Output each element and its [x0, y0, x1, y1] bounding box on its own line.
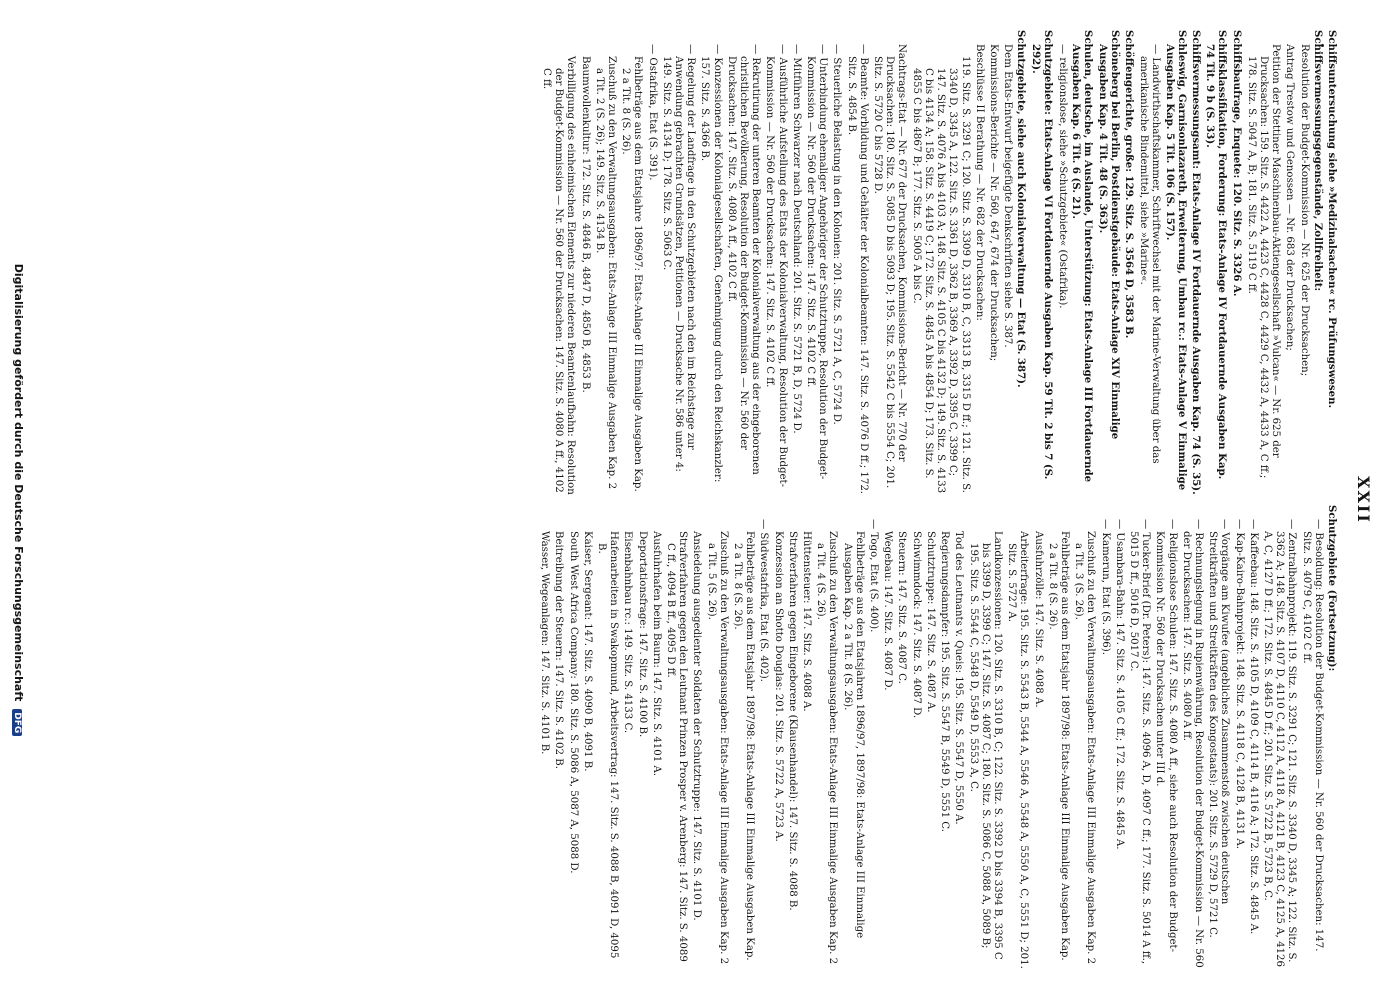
index-entry: Schutztruppe: 147. Sitz. S. 4087 A. [924, 531, 936, 713]
index-column-left [538, 30, 1339, 495]
index-entry: 119. Sitz. S. 3291 C; 120. Sitz. S. 3309 D, 3310 B, C, 3313 B, 3315 D ff.; 121. Sitz. S. 3340 D, 3345 A, 122. Sitz. S. 3361 D, 3362 B, 3369 A, 3392 D, 3395 C, 3399 C; 147. Sitz. S. 4076 A bis 4103 A; 148. Sitz. S. 4105 C bis 4132 D; 149. Sitz. S. 4133 C bis 4134 A; 158. Sitz. S. 4419 C; 172. Sitz. S. 4845 A bis 4854 D; 173. Sitz. S. 4855 C bis 4867 B; 177. Sitz. S. 5005 A bis C. [910, 56, 971, 494]
index-entry: — Vorgänge am Kiwufee (angebliches Zusammenstoß zwischen deutschen Streitkräften und Streitkräften des Kongostaats): 201. Sitz. S. 5729 D, 5721 C. [1207, 519, 1231, 938]
index-entry: — Konzessionen der Kolonialgesellschaften, Genehmigung durch den Reichskanzler: 157. Sitz. S. 4366 B. [699, 44, 723, 483]
index-entry: Schöffengerichte, große: 129. Sitz. S. 3564 D, 3583 B. [1122, 30, 1135, 339]
index-entry: Strafverfahren gegen den Leutnant Prinzen Prosper v. Arenberg: 147. Sitz. S. 4089 C ff., 4094 B ff., 4095 D ff. [665, 531, 689, 962]
index-entry: Kommissions-Berichte — Nr. 560, 647, 674 der Drucksachen; [987, 44, 999, 362]
index-entry: — Südwestafrika, Etat (S. 402). [758, 519, 770, 682]
index-entry: Konzession an Shotto Douglas: 201. Sitz. S. 5722 A, 5723 A. [772, 531, 784, 842]
index-entry: Steuern: 147. Sitz. S. 4087 C. [896, 531, 908, 684]
index-entry: South West Africa Company: 180. Sitz. S. 5086 A, 5087 A, 5088 D. [567, 531, 579, 874]
index-entry: — Mitführen Schwarzer nach Deutschland: 201. Sitz. S. 5721 B, D, 5724 D. [790, 44, 802, 434]
index-entry: Ausfuhrzölle: 147. Sitz. S. 4088 A. [1032, 531, 1044, 708]
index-entry: — Ausführliche Aufstellung des Etats der Kolonialverwaltung, Resolution der Budget-Kommission — Nr. 560 der Drucksachen: 147. Sitz. S. 4102 C ff. [764, 44, 788, 488]
index-entry: — Landwirthschaftskammer, Schriftwechsel mit der Marine-Verwaltung über das amerikanische Bindemittel, siehe »Marine«. [1138, 44, 1162, 464]
index-entry: Wasser, Wegeanlagen: 147. Sitz. S. 4101 B. [539, 531, 551, 755]
dfg-logo: DFG [12, 709, 22, 736]
index-entry: Ansiedelung ausgedienter Soldaten der Schutztruppe: 147. Sitz. S. 4101 D. [691, 531, 703, 921]
index-entry: — Kamerun, Etat (S. 396). [1099, 519, 1111, 655]
index-entry: — Togo, Etat (S. 400). [868, 519, 880, 633]
index-entry: — Tucker-Brief (Dr. Peters): 147. Sitz. S. 4096 A, D, 4097 C ff.; 177. Sitz. S. 5014 A ff., 5015 D ff., 5016 D, 5017 C. [1127, 519, 1152, 965]
index-entry: Arbeiterfrage: 195. Sitz. S. 5543 B, 5544 A, 5546 A, 5548 A, 5550 A, C, 5551 D; 201. Sitz. S. 5727 A. [1006, 531, 1030, 969]
index-entry: — Rekrutirung der unteren Beamten der Kolonialverwaltung aus der eingeborenen christlichen Bevölkerung, Resolution der Budget-Kommission — Nr. 560 der Drucksachen: 147. Sitz. S. 4080 A ff., 4102 C ff. [725, 44, 762, 475]
digitization-footer [12, 0, 25, 1000]
index-entry: — Steuerliche Belastung in den Kolonien: 201. Sitz. S. 5721 A, C, 5724 D. [831, 44, 843, 425]
index-entry: Tod des Leutnants v. Queis: 195. Sitz. S. 5547 D, 5550 A. [953, 531, 965, 825]
index-entry: — religionslose, siehe »Schutzgebiete« (Ostafrika). [1056, 44, 1068, 309]
index-entry: Zuschuß zu den Verwaltungsausgaben: Etats-Anlage III Einmalige Ausgaben Kap. 2 a Tit. 3 (S. 26). [1073, 531, 1097, 965]
index-entry: — Besoldung: Resolution der Budget-Kommission — Nr. 560 der Drucksachen: 147. Sitz. S. 4079 C, 4102 C ff. [1300, 519, 1324, 952]
footer-text: Digitalisierung gefördert durch die Deutsche Forschungsgemeinschaft [12, 263, 25, 702]
index-entry: — Kap-Kairo-Bahnprojekt: 148. Sitz. S. 4118 C, 4128 B, 4131 A. [1233, 519, 1245, 849]
index-entry: Schutzgebiete (Fortsetzung): [1326, 505, 1338, 672]
index-entry: Fehlbeträge aus dem Etatsjahr 1897/98: Etats-Anlage III Einmalige Ausgaben Kap. 2 a Tit. 8 (S. 26). [1046, 531, 1070, 961]
index-entry: — Beamte: Vorbildung und Gehälter der Kolonialbeamten: 147. Sitz. S. 4076 D ff.; 172. Sitz. S. 4854 B. [845, 44, 869, 495]
index-entry: Fehlbeträge aus dem Etatsjahr 1897/98: Etats-Anlage III Einmalige Ausgaben Kap. 2 a Tit. 8 (S. 26). [732, 531, 756, 961]
index-entry: Zuschuß zu den Verwaltungsausgaben: Etats-Anlage III Einmalige Ausgaben Kap. 2 a Tit. 2 (S. 26); 149. Sitz. S. 4134 B. [593, 56, 618, 490]
index-entry: Schiffsvermessungsamt: Etats-Anlage IV Fortdauernde Ausgaben Kap. 74 (S. 35). [1189, 30, 1202, 495]
page-number: XXII [1354, 476, 1373, 524]
index-entry: — Usambara-Bahn: 147. Sitz. S. 4105 C ff.; 172. Sitz. S. 4845 A. [1113, 519, 1125, 850]
index-entry: Antrag Trestow und Genossen — Nr. 683 der Drucksachen; [1284, 44, 1296, 351]
index-entry: — Unterbindung ehemaliger Angehöriger der Schutztruppe, Resolution der Budget-Kommission — Nr. 560 der Drucksachen: 147. Sitz. S. 4102 C ff. [805, 44, 829, 480]
index-entry: Strafverfahren gegen Eingeborene (Klausenhandel): 147. Sitz. S. 4088 B. [786, 531, 798, 911]
index-entry: Schutzgebiete, siehe auch Kolonialverwaltung — Etat (S. 387). [1015, 30, 1028, 388]
index-entry: Landkonzessionen: 120. Sitz. S. 3310 B, C; 122. Sitz. S. 3392 D bis 3394 B, 3395 C bis 3399 D, 3399 C; 147. Sitz. S. 4087 C; 180. Sitz. S. 5086 C, 5088 A, 5089 B; 195. Sitz. S. 5544 C, 5548 D, 5549 D, 5553 A, C. [967, 531, 1003, 960]
index-entry: Dem Etats-Entwurf beigefügte Denkschriften siehe S. 387. [1002, 44, 1014, 348]
index-entry: Schwimmdock: 147. Sitz. S. 4087 D. [910, 531, 922, 719]
index-entry: Fehlbeträge aus den Etatsjahren 1896/97, 1897/98: Etats-Anlage III Einmalige Ausgaben Kap. 2 a Tit. 8 (S. 26). [841, 531, 865, 939]
index-entry: — Religionslose Schulen: 147. Sitz. S. 4080 A ff., siehe auch Resolution der Budget-Kommission Nr. 560 der Drucksachen unter III d. [1154, 519, 1178, 953]
index-entry: Eisenbahnbau rc.: 149. Sitz. S. 4133 C. [622, 531, 634, 734]
index-entry: Fehlbeträge aus dem Etatsjahre 1896/97: Etats-Anlage III Einmalige Ausgaben Kap. 2 a Tit. 8 (S. 26). [620, 56, 644, 492]
index-entry: Schleswig, Garnisonlazareth, Erweiterung, Umbau rc.: Etats-Anlage V Einmalige Ausgaben Kap. 5 Tit. 106 (S. 157). [1163, 30, 1188, 491]
index-entry: Schiffsbaufrage, Enquete: 120. Sitz. S. 3326 A. [1230, 30, 1243, 297]
index-entry: Schulen, deutsche, im Auslande, Unterstützung: Etats-Anlage III Fortdauernde Ausgaben Kap. 6 Tit. 6 (S. 21). [1070, 30, 1095, 483]
index-entry: Hafenarbeiten in Swakopmund, Arbeitsvertrag: 147. Sitz. S. 4088 B, 4091 D, 4095 B. [596, 531, 620, 959]
index-entry: Wegebau: 147. Sitz. S. 4087 D. [882, 531, 894, 691]
index-entry: — Rechnungslegung in Rupienwährung, Resolution der Budget-Kommission — Nr. 560 der Drucksachen: 147. Sitz. S. 4080 A ff. [1180, 519, 1204, 968]
index-entry: — Zentralbahnprojekt: 119. Sitz. S. 3291 C; 121. Sitz. S. 3340 D, 3345 A; 122. Sitz. S. 3362 A; 148. Sitz. S. 4107 D, 4110 C, 4112 A, 4118 A, 4121 B, 4123 C, 4125 A, 4126 A, C, 4127 D ff.; 172. Sitz. S. 4845 D ff.; 201. Sitz. S. 5722 B, 5723 B, C. [1261, 519, 1298, 968]
index-entry: Zuschuß zu den Verwaltungsausgaben: Etats-Anlage III Einmalige Ausgaben Kap. 2 a Tit. 5 (S. 26). [705, 531, 729, 965]
index-entry: Verbilligung des einheimischen Elements zur niederen Beamtenlaufbahn: Resolution der Budget-Kommission — Nr. 560 der Drucksachen: 147. Sitz. S. 4080 A ff., 4102 C ff. [541, 56, 577, 495]
index-entry: Schiffsvermessungsgegenstände, Zollfreiheit: [1311, 30, 1324, 292]
index-entry: Beitreibung der Steuern: 147. Sitz. S. 4102 B. [553, 531, 565, 769]
index-entry: Hüttensteuer: 147. Sitz. S. 4088 A. [801, 531, 813, 712]
index-entry: Zuschuß zu den Verwaltungsausgaben: Etats-Anlage III Einmalige Ausgaben Kap. 2 a Tit. 4 (S. 26). [815, 531, 839, 965]
index-column-right [536, 505, 1339, 970]
index-entry: Schiffsuntersuchung siehe »Medizinalsachen« rc. Prüfungswesen. [1326, 30, 1338, 409]
index-entry: Schöneberg bei Berlin, Postdienstgebäude: Etats-Anlage XIV Einmalige Ausgaben Kap. 4 Tit. 48 (S. 363). [1096, 30, 1121, 440]
index-entry: Baumwollenkultur: 172. Sitz. S. 4846 B, 4847 D, 4850 B, 4853 B. [579, 56, 591, 393]
index-entry: — Ostafrika, Etat (S. 391). [646, 44, 658, 181]
index-entry: Schiffsklassifikation, Forderung: Etats-Anlage IV Fortdauernde Ausgaben Kap. 74 Tit. 9 b (S. 33). [1204, 30, 1229, 480]
index-entry: Kaiser, Sergeant: 147. Sitz. S. 4090 B, 4091 B. [581, 531, 593, 772]
index-entry: — Kaffeebau: 148. Sitz. S. 4105 D, 4109 C, 4114 B, 4116 A; 172. Sitz. S. 4845 A. [1247, 519, 1259, 935]
index-entry: Petition der Stettiner Maschinenbau-Aktiengesellschaft »Vulcan« — Nr. 625 der Drucksachen: 159. Sitz. S. 4422 A, 4423 C, 4428 C, 4429 C, 4432 A, 4433 A, C ff.; 178. Sitz. S. 5047 A, B; 181. Sitz. S. 5119 C ff. [1245, 44, 1282, 479]
index-entry: — Regelung der Landfrage in den Schutzgebieten nach den im Reichstage zur Anwendung gebrachten Grundsätzen, Petitionen — Drucksache Nr. 586 unter 4: 149. Sitz. S. 4134 D; 178. Sitz. S. 5063 C. [660, 44, 697, 472]
index-entry: Nachtrags-Etat — Nr. 677 der Drucksachen, Kommissions-Bericht — Nr. 770 der Drucksachen: 180. Sitz. S. 5085 D bis 5093 D; 195. Sitz. S. 5542 C bis 5554 C; 201. Sitz. S. 5720 C bis 5728 D. [872, 44, 908, 489]
index-entry: Schutzgebiete: Etats-Anlage VI Fortdauernde Ausgaben Kap. 59 Tit. 2 bis 7 (S. 292). [1029, 30, 1054, 480]
index-entry: Resolution der Budget-Kommission — Nr. 625 der Drucksachen; [1298, 44, 1310, 377]
index-entry: Ausfuhrhafen beim Baurn: 147. Sitz. S. 4101 A. [650, 531, 662, 777]
index-entry: Deportationsfrage: 147. Sitz. S. 4100 B. [636, 531, 648, 738]
index-entry: Beschlüsse II Berathung — Nr. 682 der Drucksachen: [973, 44, 985, 321]
index-entry: Regierungsdampfer: 195. Sitz. S. 5547 B, 5549 D, 5551 C. [939, 531, 951, 832]
